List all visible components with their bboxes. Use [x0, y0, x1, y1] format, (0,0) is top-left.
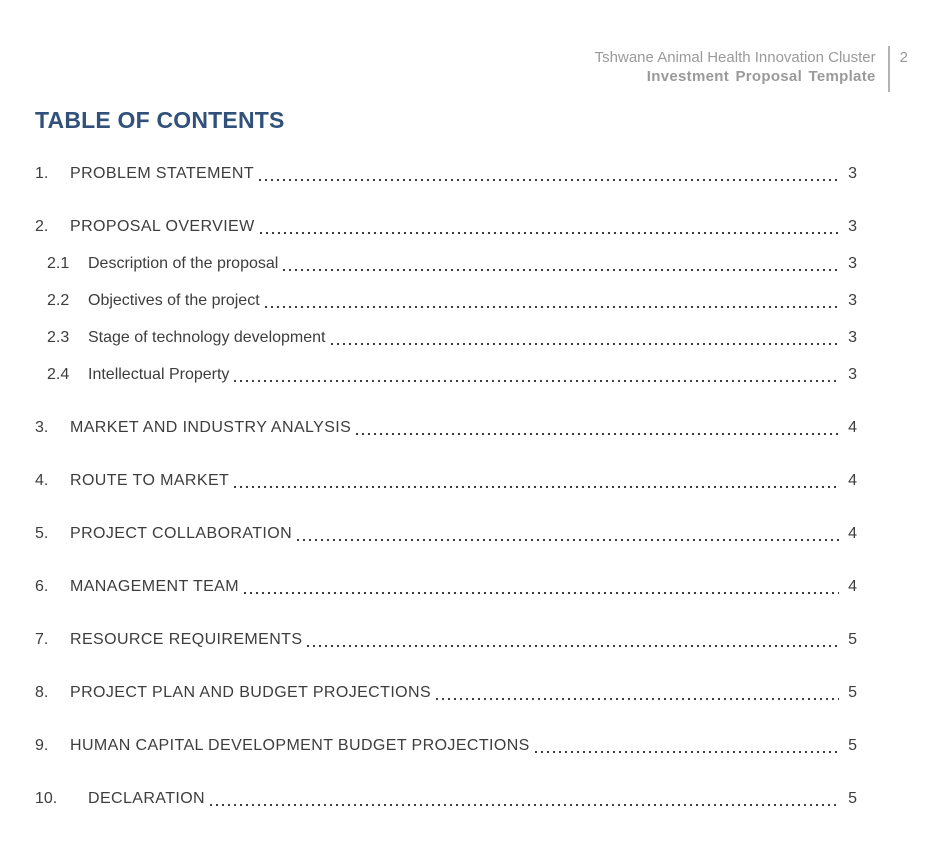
toc-entry-label: Description of the proposal — [88, 255, 279, 272]
toc-entry[interactable] — [35, 789, 857, 809]
toc-entry-label: PROJECT PLAN AND BUDGET PROJECTIONS — [70, 684, 432, 701]
header-org-title: Tshwane Animal Health Innovation Cluster — [594, 49, 876, 66]
toc-entry-label: MANAGEMENT TEAM — [70, 578, 239, 595]
toc-entry[interactable] — [35, 630, 857, 650]
toc-entry-page: 5 — [848, 631, 857, 648]
toc-entry-page: 4 — [848, 419, 857, 436]
toc-entry-page: 4 — [848, 578, 857, 595]
toc-entry-number: 2.4 — [47, 366, 70, 383]
page-header — [595, 48, 908, 92]
toc-entry-label: Stage of technology development — [88, 329, 326, 346]
toc-entry-number: 10. — [35, 790, 58, 807]
toc-entry-page: 4 — [848, 472, 857, 489]
toc-dot-leader — [535, 751, 839, 753]
toc-dot-leader — [283, 269, 839, 271]
toc-entry[interactable] — [35, 471, 857, 491]
toc-dot-leader — [259, 179, 839, 181]
toc-entry-number: 4. — [35, 472, 49, 489]
toc-entry-label: HUMAN CAPITAL DEVELOPMENT BUDGET PROJECTIONS — [70, 737, 530, 754]
toc-entry[interactable] — [35, 365, 857, 385]
toc-entry-page: 3 — [848, 165, 857, 182]
toc-entry[interactable] — [35, 736, 857, 756]
toc-entry-label: PROJECT COLLABORATION — [70, 525, 293, 542]
header-doc-title: Investment Proposal Template — [646, 68, 876, 85]
toc-entry-page: 3 — [848, 366, 857, 383]
toc-entry[interactable] — [35, 524, 857, 544]
toc-dot-leader — [265, 306, 839, 308]
toc-entry[interactable] — [35, 683, 857, 703]
toc-entry-number: 2.3 — [47, 329, 70, 346]
toc-entry-page: 3 — [848, 292, 857, 309]
toc-entry-number: 2.2 — [47, 292, 70, 309]
toc-title: TABLE OF CONTENTS — [35, 107, 285, 133]
toc-entry-number: 6. — [35, 578, 49, 595]
toc-entry-page: 4 — [848, 525, 857, 542]
toc-entry-page: 3 — [848, 255, 857, 272]
toc-entry-label: PROBLEM STATEMENT — [70, 165, 255, 182]
header-divider — [888, 46, 890, 92]
toc-dot-leader — [260, 232, 839, 234]
toc-entry-number: 2. — [35, 218, 49, 235]
toc-dot-leader — [331, 343, 840, 345]
toc-entry-page: 5 — [848, 790, 857, 807]
toc-entry-page: 3 — [848, 329, 857, 346]
toc-entry[interactable] — [35, 254, 857, 274]
toc-entry-label: Intellectual Property — [88, 366, 230, 383]
toc-dot-leader — [234, 380, 839, 382]
toc-entry-label: RESOURCE REQUIREMENTS — [70, 631, 303, 648]
toc-entry-label: ROUTE TO MARKET — [70, 472, 230, 489]
toc-entry-page: 5 — [848, 684, 857, 701]
toc-entry-label: PROPOSAL OVERVIEW — [70, 218, 255, 235]
toc-entry[interactable] — [35, 577, 857, 597]
toc-entry-number: 7. — [35, 631, 49, 648]
header-text-block — [595, 48, 876, 86]
toc-dot-leader — [297, 539, 839, 541]
toc-entry-label: Objectives of the project — [88, 292, 260, 309]
toc-dot-leader — [436, 698, 839, 700]
toc-dot-leader — [244, 592, 839, 594]
toc-entry[interactable] — [35, 164, 857, 184]
toc-entry-number: 8. — [35, 684, 49, 701]
toc-dot-leader — [210, 804, 839, 806]
toc-entry-number: 2.1 — [47, 255, 70, 272]
toc-entry-number: 9. — [35, 737, 49, 754]
toc-entry-number: 3. — [35, 419, 49, 436]
toc-dot-leader — [234, 486, 839, 488]
toc-entry-number: 5. — [35, 525, 49, 542]
header-page-number: 2 — [899, 49, 908, 66]
toc-dot-leader — [307, 645, 839, 647]
toc-entry[interactable] — [35, 217, 857, 237]
toc-dot-leader — [356, 433, 839, 435]
toc-list — [35, 164, 857, 809]
toc-entry[interactable] — [35, 328, 857, 348]
toc-entry[interactable] — [35, 291, 857, 311]
toc-entry[interactable] — [35, 418, 857, 438]
toc-entry-label: MARKET AND INDUSTRY ANALYSIS — [70, 419, 352, 436]
toc-entry-page: 3 — [848, 218, 857, 235]
toc-entry-label: DECLARATION — [88, 790, 206, 807]
toc-entry-page: 5 — [848, 737, 857, 754]
toc-entry-number: 1. — [35, 165, 49, 182]
